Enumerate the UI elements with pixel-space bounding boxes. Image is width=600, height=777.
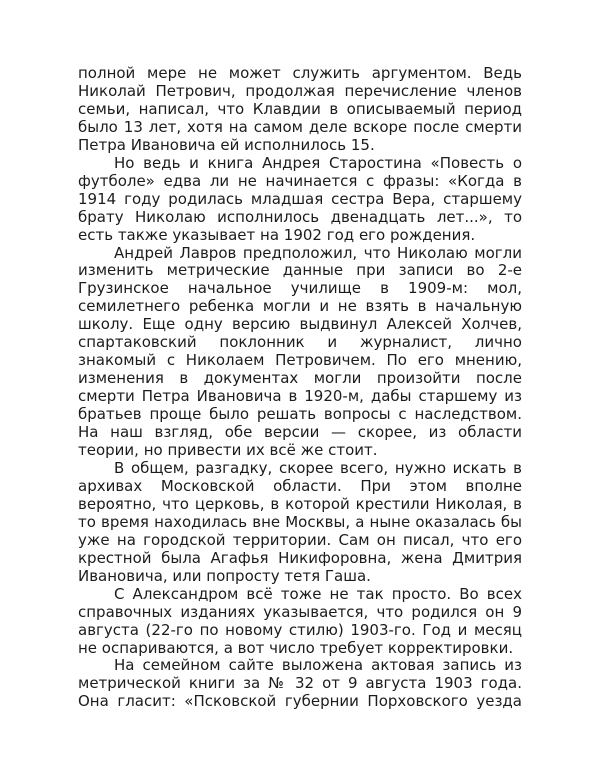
paragraph-5: С Александром всё тоже не так просто. Во всех справочных изданиях указывается, что родился он 9 августа (22-го по новому стилю) 1903-го. Год и месяц не оспариваются, а вот число требует корректировки. [78, 584, 522, 657]
paragraph-6: На семейном сайте выложена актовая запись из метрической книги за № 32 от 9 августа 1903 года. Она гласит: «Псковской губернии Порховского уезда [78, 656, 522, 711]
paragraph-1: полной мере не может служить аргументом. Ведь Николай Петрович, продолжая перечисление членов семьи, написал, что Клавдии в описываемый период было 13 лет, хотя на самом деле вскоре после смерти Петра Ивановича ей исполнилось 15. [78, 64, 522, 154]
paragraph-4: В общем, разгадку, скорее всего, нужно искать в архивах Московской области. При этом вполне вероятно, что церковь, в которой крестили Николая, в то время находилась вне Москвы, а ныне оказалась бы уже на городской территории. Сам он писал, что его крестной была Агафья Никифоровна, жена Дмитрия Ивановича, или попросту тетя Гаша. [78, 458, 522, 585]
paragraph-2: Но ведь и книга Андрея Старостина «Повесть о футболе» едва ли не начинается с фразы: «Когда в 1914 году родилась младшая сестра Вера, старшему брату Николаю исполнилось двенадцать лет...», то есть также указывает на 1902 год его рождения. [78, 153, 522, 244]
page-text-block [78, 65, 522, 711]
paragraph-3: Андрей Лавров предположил, что Николаю могли изменить метрические данные при записи во 2-е Грузинское начальное училище в 1909-м: мол, семилетнего ребенка могли и не взять в начальную школу. Еще одну версию выдвинул Алексей Холчев, спартаковский поклонник и журналист, лично знакомый с Николаем Петровичем. По его мнению, изменения в документах могли произойти после смерти Петра Ивановича в 1920-м, дабы старшему из братьев проще было решать вопросы с наследством. На наш взгляд, обе версии — скорее, из области теории, но привести их всё же стоит. [78, 243, 522, 460]
